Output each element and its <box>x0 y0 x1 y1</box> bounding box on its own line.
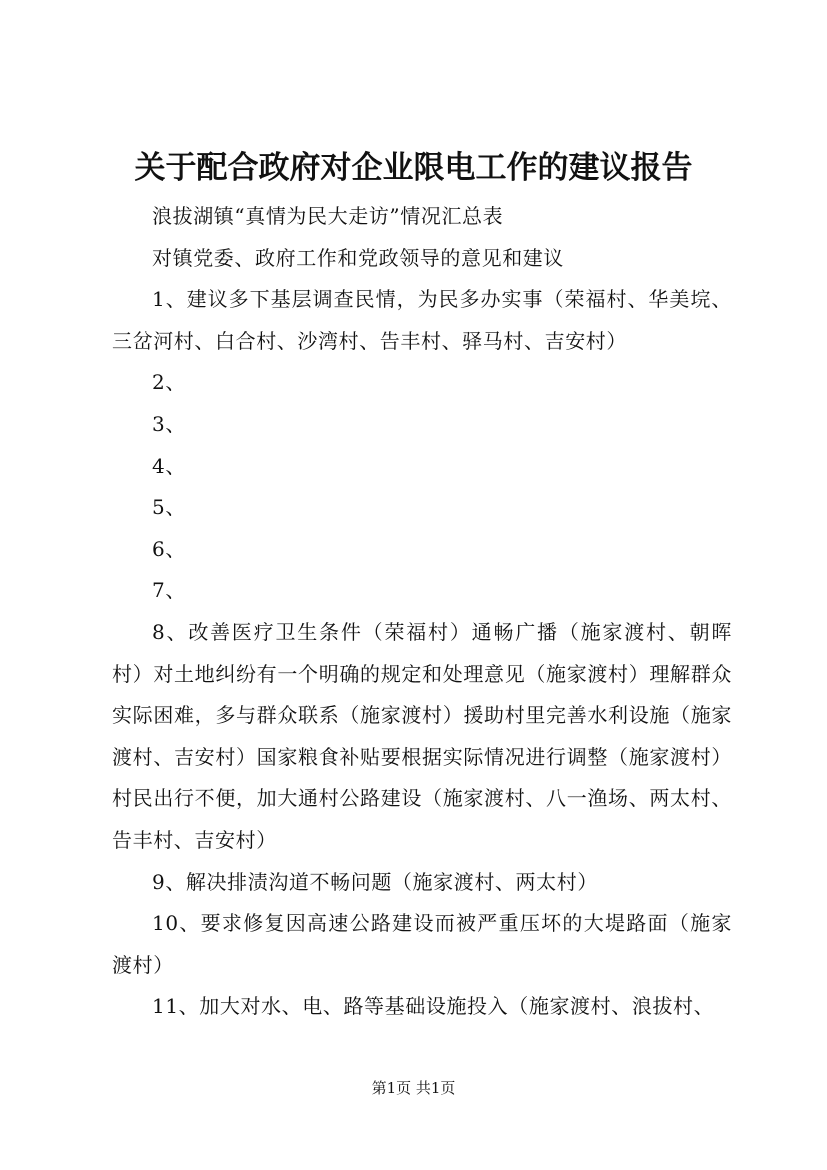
paragraph-item-11: 11、加大对水、电、路等基础设施投入（施家渡村、浪拔村、 <box>152 994 715 1019</box>
paragraph-item-9: 9、解决排渍沟道不畅问题（施家渡村、两太村） <box>152 869 598 894</box>
paragraph-item-7: 7、 <box>152 578 186 603</box>
page-footer: 第1页 共1页 <box>371 1079 456 1097</box>
document-title: 关于配合政府对企业限电工作的建议报告 <box>134 150 693 186</box>
paragraph-item-6: 6、 <box>152 536 186 561</box>
paragraph-item-8: 8、改善医疗卫生条件（荣福村）通畅广播（施家渡村、朝晖村）对土地纠纷有一个明确的规定和处理意见（施家渡村）理解群众实际困难，多与群众联系（施家渡村）援助村里完善水利设施（施家渡村、吉安村）国家粮食补贴要根据实际情况进行调整（施家渡村）村民出行不便，加大通村公路建设（施家渡村、八一渔场、两太村、告丰村、吉安村） <box>112 619 732 852</box>
paragraph-item-2: 2、 <box>152 370 186 395</box>
paragraph-item-1: 1、建议多下基层调查民情，为民多办实事（荣福村、华美垸、三岔河村、白合村、沙湾村、告丰村、驿马村、吉安村） <box>112 287 732 353</box>
paragraph-section-heading: 对镇党委、政府工作和党政领导的意见和建议 <box>152 245 564 270</box>
document-body <box>112 196 732 1028</box>
paragraph-item-4: 4、 <box>152 453 186 478</box>
paragraph-item-5: 5、 <box>152 495 186 520</box>
paragraph-subtitle: 浪拔湖镇“真情为民大走访”情况汇总表 <box>152 204 504 228</box>
paragraph-item-3: 3、 <box>152 411 186 436</box>
paragraph-item-10: 10、要求修复因高速公路建设而被严重压坏的大堤路面（施家渡村） <box>112 911 732 977</box>
